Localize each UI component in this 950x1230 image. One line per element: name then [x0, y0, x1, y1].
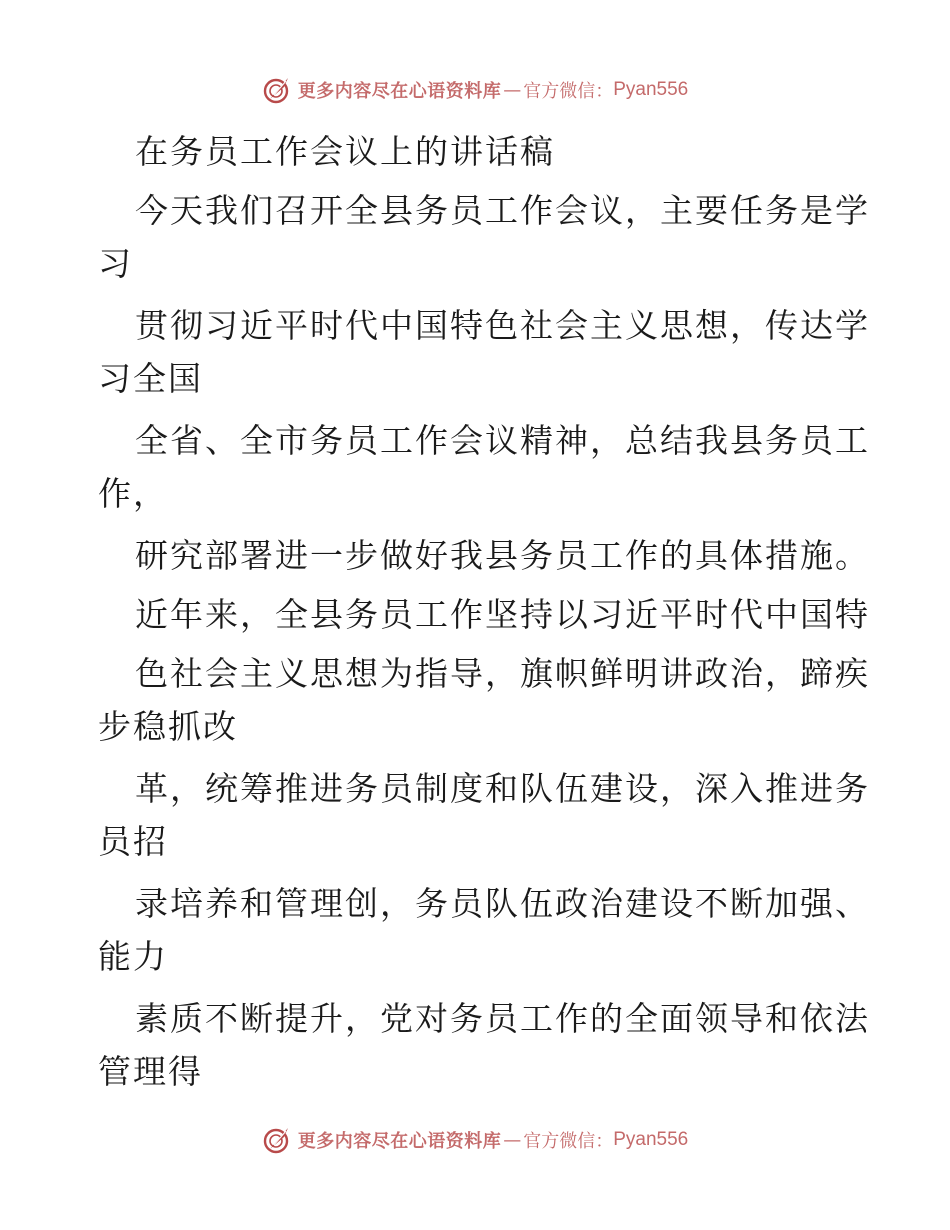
banner-slogan: 更多内容尽在心语资料库	[297, 1131, 502, 1152]
text-line: 作，	[98, 474, 168, 513]
document-title: 在务员工作会议上的讲话稿	[135, 132, 555, 171]
banner-slogan: 更多内容尽在心语资料库	[297, 81, 502, 102]
text-line: 能力	[98, 937, 168, 976]
banner-separator: —	[503, 79, 522, 101]
banner-wechat-label: 官方微信：	[523, 1131, 614, 1152]
text-line: 研究部署进一步做好我县务员工作的具体措施。	[135, 536, 870, 575]
text-line: 习	[98, 244, 133, 283]
text-line: 革，统筹推进务员制度和队伍建设，深入推进务	[135, 769, 870, 808]
text-line: 今天我们召开全县务员工作会议，主要任务是学	[135, 191, 870, 230]
footer-banner	[0, 1120, 950, 1160]
document-body	[98, 122, 870, 1104]
text-line: 色社会主义思想为指导，旗帜鲜明讲政治，蹄疾	[135, 654, 870, 693]
text-line: 近年来，全县务员工作坚持以习近平时代中国特	[135, 595, 870, 634]
text-line: 管理得	[98, 1052, 203, 1091]
text-line: 全省、全市务员工作会议精神，总结我县务员工	[135, 421, 870, 460]
text-line: 贯彻习近平时代中国特色社会主义思想，传达学	[135, 306, 870, 345]
banner-wechat-handle: Pyan556	[613, 1129, 689, 1150]
banner-wechat-label: 官方微信：	[523, 81, 614, 102]
text-line: 习全国	[98, 359, 203, 398]
text-line: 录培养和管理创，务员队伍政治建设不断加强、	[135, 884, 870, 923]
text-line: 素质不断提升，党对务员工作的全面领导和依法	[135, 999, 870, 1038]
banner-wechat-handle: Pyan556	[613, 79, 689, 100]
text-line: 员招	[98, 822, 168, 861]
paragraph-lines	[98, 181, 870, 1104]
header-banner	[0, 70, 950, 110]
quill-logo-icon	[262, 1125, 292, 1155]
quill-logo-icon	[262, 75, 292, 105]
text-line: 步稳抓改	[98, 707, 238, 746]
banner-separator: —	[503, 1129, 522, 1151]
